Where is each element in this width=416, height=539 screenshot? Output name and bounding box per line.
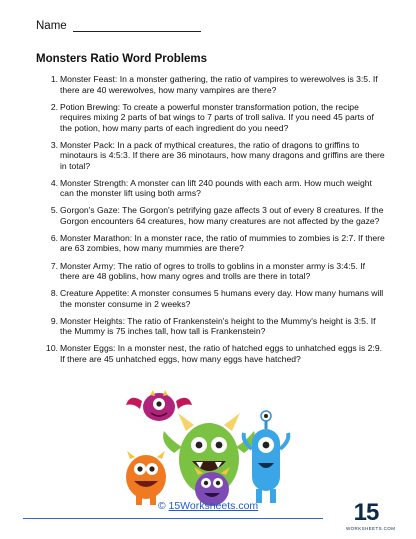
orange-monster — [126, 451, 166, 505]
problem-item — [50, 139, 386, 172]
problem-text: Monster Eggs: In a monster nest, the ratio of hatched eggs to unhatched eggs is 2:9. If there are 45 unhatched eggs, how many eggs have hatched? — [60, 343, 382, 364]
problem-number: 6. — [50, 232, 58, 243]
worksheets-logo — [346, 499, 396, 533]
site-link[interactable]: 15Worksheets.com — [168, 500, 259, 512]
problem-text: Creature Appetite: A monster consumes 5 humans every day. How many humans will the monster consume in 2 weeks? — [60, 288, 384, 309]
name-label: Name — [36, 20, 67, 32]
logo-number: 15 — [353, 499, 379, 526]
page-title: Monsters Ratio Word Problems — [36, 53, 208, 65]
problem-number: 7. — [50, 260, 58, 271]
problem-item — [50, 74, 386, 95]
problem-item — [50, 315, 386, 337]
problem-number: 4. — [50, 177, 58, 188]
problem-text: Gorgon's Gaze: The Gorgon's petrifying gaze affects 3 out of every 8 creatures. If the Gorgon encounters 64 creatures, how many creatures are not affected by the gaze? — [60, 205, 384, 226]
problem-text: Monster Feast: In a monster gathering, the ratio of vampires to werewolves is 3:5. If there are 40 werewolves, how many vampires are there? — [60, 74, 378, 95]
problem-number: 9. — [50, 315, 58, 326]
problem-text: Potion Brewing: To create a powerful monster transformation potion, the recipe requires mixing 2 parts of bat wings to 7 parts of troll saliva. If you need 45 parts of the potion, how many parts of each ingredient do you need? — [60, 101, 374, 133]
problem-text: Monster Army: The ratio of ogres to trolls to goblins in a monster army is 3:4:5. If there are 48 goblins, how many ogres and trolls are there in total? — [60, 260, 366, 282]
name-underline[interactable] — [73, 20, 201, 32]
problem-item — [50, 260, 386, 282]
monsters-illustration — [124, 389, 294, 511]
problem-item — [50, 205, 386, 226]
problem-number: 1. — [50, 74, 58, 84]
footer-divider — [23, 518, 323, 519]
copyright-symbol: © — [157, 500, 166, 512]
problem-item — [50, 288, 386, 309]
problem-item — [50, 232, 386, 254]
problem-number: 5. — [50, 205, 58, 216]
problem-item — [50, 177, 386, 199]
name-field[interactable] — [36, 20, 201, 32]
problem-text: Monster Pack: In a pack of mythical creatures, the ratio of dragons to griffins to minotaurs is 4:5:3. If there are 36 minotaurs, how many dragons and griffins are there in total? — [60, 139, 385, 171]
problem-number: 3. — [50, 139, 58, 150]
problem-list — [46, 74, 386, 371]
blue-monster — [244, 411, 289, 503]
problem-item — [50, 101, 386, 134]
logo-caption: WORKSHEETS.COM — [346, 526, 396, 531]
problem-text: Monster Heights: The ratio of Frankenstein's height to the Mummy's height is 3:5. If the Mummy is 75 inches tall, how tall is Frankenstein? — [60, 315, 376, 337]
problem-number: 2. — [50, 101, 58, 112]
problem-text: Monster Strength: A monster can lift 240 pounds with each arm. How much weight can the monster lift using both arms? — [60, 177, 372, 199]
problem-number: 8. — [50, 288, 58, 299]
problem-text: Monster Marathon: In a monster race, the ratio of mummies to zombies is 2:7. If there are 63 zombies, how many mummies are there? — [60, 232, 385, 254]
problem-number: 10. — [46, 343, 58, 354]
problem-item — [46, 343, 386, 364]
